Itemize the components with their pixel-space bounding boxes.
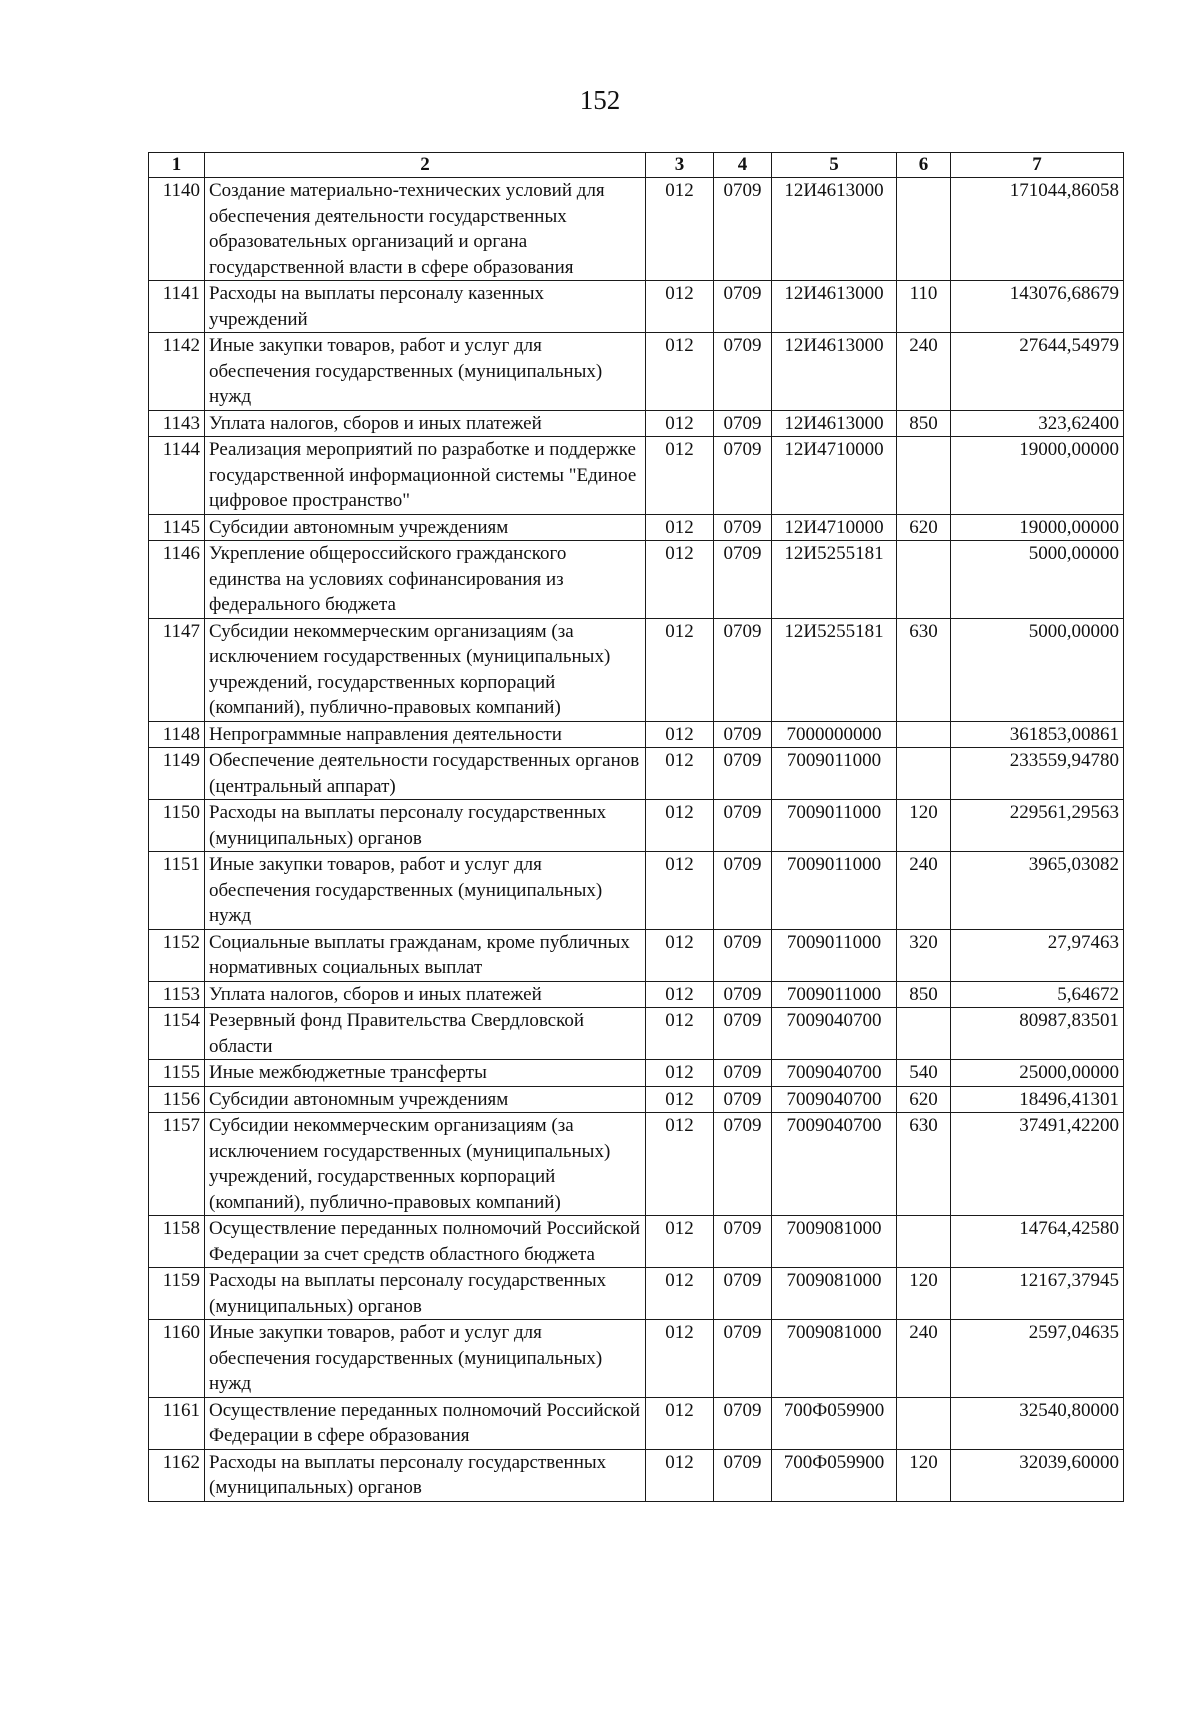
- row-sum: 37491,42200: [951, 1113, 1124, 1216]
- column-header: 3: [646, 153, 714, 178]
- row-code-3: 012: [646, 1113, 714, 1216]
- row-name: Расходы на выплаты персоналу государственных (муниципальных) органов: [205, 1268, 646, 1320]
- budget-table: [148, 152, 1124, 1502]
- row-sum: 80987,83501: [951, 1008, 1124, 1060]
- row-code-6: 630: [897, 1113, 951, 1216]
- row-number: 1151: [149, 852, 205, 930]
- table-row: [149, 178, 1124, 281]
- row-code-6: 110: [897, 281, 951, 333]
- row-code-4: 0709: [714, 178, 772, 281]
- row-code-4: 0709: [714, 541, 772, 619]
- row-code-5: 12И4710000: [772, 514, 897, 541]
- row-code-5: 12И4710000: [772, 437, 897, 515]
- row-code-6: [897, 1008, 951, 1060]
- table-row: [149, 410, 1124, 437]
- row-code-3: 012: [646, 281, 714, 333]
- row-code-6: 850: [897, 981, 951, 1008]
- row-code-4: 0709: [714, 721, 772, 748]
- row-name: Расходы на выплаты персоналу казенных учреждений: [205, 281, 646, 333]
- row-code-5: 7009011000: [772, 852, 897, 930]
- row-name: Обеспечение деятельности государственных органов (центральный аппарат): [205, 748, 646, 800]
- row-name: Социальные выплаты гражданам, кроме публичных нормативных социальных выплат: [205, 929, 646, 981]
- row-code-4: 0709: [714, 1060, 772, 1087]
- row-code-3: 012: [646, 618, 714, 721]
- row-code-4: 0709: [714, 852, 772, 930]
- row-code-6: 620: [897, 514, 951, 541]
- row-code-6: 120: [897, 1449, 951, 1501]
- table-row: [149, 1397, 1124, 1449]
- table-body: [149, 178, 1124, 1502]
- row-sum: 361853,00861: [951, 721, 1124, 748]
- table-row: [149, 800, 1124, 852]
- row-name: Создание материально-технических условий для обеспечения деятельности государственных образовательных организаций и органа государственной власти в сфере образования: [205, 178, 646, 281]
- row-code-4: 0709: [714, 1216, 772, 1268]
- table-row: [149, 1113, 1124, 1216]
- row-code-4: 0709: [714, 981, 772, 1008]
- row-code-3: 012: [646, 748, 714, 800]
- row-code-6: [897, 748, 951, 800]
- table-row: [149, 437, 1124, 515]
- table-row: [149, 981, 1124, 1008]
- row-name: Иные закупки товаров, работ и услуг для обеспечения государственных (муниципальных) нужд: [205, 333, 646, 411]
- row-name: Расходы на выплаты персоналу государственных (муниципальных) органов: [205, 1449, 646, 1501]
- row-code-5: 7009081000: [772, 1268, 897, 1320]
- row-code-4: 0709: [714, 333, 772, 411]
- row-code-5: 12И4613000: [772, 333, 897, 411]
- row-number: 1154: [149, 1008, 205, 1060]
- row-name: Субсидии некоммерческим организациям (за исключением государственных (муниципальных) учреждений, государственных корпораций (компаний), публично-правовых компаний): [205, 618, 646, 721]
- row-code-6: 320: [897, 929, 951, 981]
- row-name: Субсидии автономным учреждениям: [205, 514, 646, 541]
- column-header: 6: [897, 153, 951, 178]
- table-row: [149, 514, 1124, 541]
- row-code-4: 0709: [714, 929, 772, 981]
- row-sum: 14764,42580: [951, 1216, 1124, 1268]
- row-code-3: 012: [646, 1216, 714, 1268]
- row-code-3: 012: [646, 852, 714, 930]
- table-row: [149, 541, 1124, 619]
- row-code-5: 7009040700: [772, 1008, 897, 1060]
- row-sum: 5000,00000: [951, 541, 1124, 619]
- row-code-4: 0709: [714, 618, 772, 721]
- table-row: [149, 1060, 1124, 1087]
- row-sum: 12167,37945: [951, 1268, 1124, 1320]
- row-number: 1143: [149, 410, 205, 437]
- table-row: [149, 1086, 1124, 1113]
- row-code-6: 620: [897, 1086, 951, 1113]
- row-code-4: 0709: [714, 514, 772, 541]
- row-code-6: [897, 1216, 951, 1268]
- row-code-4: 0709: [714, 281, 772, 333]
- row-number: 1153: [149, 981, 205, 1008]
- row-code-6: 850: [897, 410, 951, 437]
- table-row: [149, 852, 1124, 930]
- row-code-5: 7000000000: [772, 721, 897, 748]
- row-name: Субсидии некоммерческим организациям (за исключением государственных (муниципальных) учреждений, государственных корпораций (компаний), публично-правовых компаний): [205, 1113, 646, 1216]
- row-code-3: 012: [646, 1397, 714, 1449]
- row-name: Непрограммные направления деятельности: [205, 721, 646, 748]
- row-code-3: 012: [646, 800, 714, 852]
- row-code-3: 012: [646, 333, 714, 411]
- column-header: 2: [205, 153, 646, 178]
- row-code-5: 7009081000: [772, 1320, 897, 1398]
- row-number: 1149: [149, 748, 205, 800]
- row-code-5: 12И5255181: [772, 541, 897, 619]
- row-number: 1142: [149, 333, 205, 411]
- row-sum: 5,64672: [951, 981, 1124, 1008]
- row-code-5: 12И4613000: [772, 410, 897, 437]
- column-header: 5: [772, 153, 897, 178]
- row-code-6: [897, 1397, 951, 1449]
- row-code-4: 0709: [714, 437, 772, 515]
- row-code-5: 7009011000: [772, 929, 897, 981]
- row-sum: 19000,00000: [951, 437, 1124, 515]
- row-name: Укрепление общероссийского гражданского единства на условиях софинансирования из федерального бюджета: [205, 541, 646, 619]
- row-code-5: 12И4613000: [772, 178, 897, 281]
- page-number: 152: [579, 85, 621, 115]
- row-code-4: 0709: [714, 748, 772, 800]
- row-name: Осуществление переданных полномочий Российской Федерации за счет средств областного бюджета: [205, 1216, 646, 1268]
- row-sum: 27644,54979: [951, 333, 1124, 411]
- row-sum: 18496,41301: [951, 1086, 1124, 1113]
- row-code-5: 7009011000: [772, 748, 897, 800]
- row-code-5: 7009040700: [772, 1113, 897, 1216]
- row-number: 1158: [149, 1216, 205, 1268]
- row-name: Уплата налогов, сборов и иных платежей: [205, 410, 646, 437]
- row-code-3: 012: [646, 1268, 714, 1320]
- row-number: 1144: [149, 437, 205, 515]
- row-code-6: [897, 178, 951, 281]
- table-row: [149, 1268, 1124, 1320]
- row-code-5: 7009081000: [772, 1216, 897, 1268]
- row-number: 1150: [149, 800, 205, 852]
- row-sum: 5000,00000: [951, 618, 1124, 721]
- row-name: Иные закупки товаров, работ и услуг для обеспечения государственных (муниципальных) нужд: [205, 852, 646, 930]
- row-name: Расходы на выплаты персоналу государственных (муниципальных) органов: [205, 800, 646, 852]
- row-code-3: 012: [646, 514, 714, 541]
- row-code-6: 540: [897, 1060, 951, 1087]
- row-number: 1145: [149, 514, 205, 541]
- row-code-3: 012: [646, 1086, 714, 1113]
- row-name: Уплата налогов, сборов и иных платежей: [205, 981, 646, 1008]
- row-sum: 19000,00000: [951, 514, 1124, 541]
- row-number: 1140: [149, 178, 205, 281]
- row-sum: 32039,60000: [951, 1449, 1124, 1501]
- column-header: 4: [714, 153, 772, 178]
- table-row: [149, 748, 1124, 800]
- row-code-3: 012: [646, 981, 714, 1008]
- row-number: 1147: [149, 618, 205, 721]
- table-row: [149, 1320, 1124, 1398]
- row-sum: 143076,68679: [951, 281, 1124, 333]
- row-code-6: [897, 721, 951, 748]
- row-code-3: 012: [646, 1449, 714, 1501]
- row-code-4: 0709: [714, 800, 772, 852]
- row-code-5: 700Ф059900: [772, 1449, 897, 1501]
- row-code-3: 012: [646, 929, 714, 981]
- row-code-6: 240: [897, 1320, 951, 1398]
- row-sum: 229561,29563: [951, 800, 1124, 852]
- row-number: 1156: [149, 1086, 205, 1113]
- row-code-3: 012: [646, 1060, 714, 1087]
- row-code-4: 0709: [714, 1449, 772, 1501]
- row-number: 1148: [149, 721, 205, 748]
- table-row: [149, 721, 1124, 748]
- row-name: Иные закупки товаров, работ и услуг для обеспечения государственных (муниципальных) нужд: [205, 1320, 646, 1398]
- row-code-4: 0709: [714, 1397, 772, 1449]
- table-row: [149, 333, 1124, 411]
- row-code-6: 240: [897, 333, 951, 411]
- row-code-3: 012: [646, 437, 714, 515]
- column-header: 1: [149, 153, 205, 178]
- table-row: [149, 1449, 1124, 1501]
- row-sum: 323,62400: [951, 410, 1124, 437]
- row-code-5: 700Ф059900: [772, 1397, 897, 1449]
- row-sum: 32540,80000: [951, 1397, 1124, 1449]
- row-number: 1141: [149, 281, 205, 333]
- row-code-5: 12И4613000: [772, 281, 897, 333]
- row-sum: 171044,86058: [951, 178, 1124, 281]
- row-sum: 3965,03082: [951, 852, 1124, 930]
- row-number: 1161: [149, 1397, 205, 1449]
- row-name: Резервный фонд Правительства Свердловской области: [205, 1008, 646, 1060]
- row-code-3: 012: [646, 1008, 714, 1060]
- row-code-4: 0709: [714, 1113, 772, 1216]
- row-number: 1152: [149, 929, 205, 981]
- row-code-6: 120: [897, 800, 951, 852]
- row-code-5: 7009011000: [772, 981, 897, 1008]
- row-code-5: 7009040700: [772, 1086, 897, 1113]
- row-code-4: 0709: [714, 410, 772, 437]
- row-code-3: 012: [646, 721, 714, 748]
- row-name: Иные межбюджетные трансферты: [205, 1060, 646, 1087]
- table-header-row: [149, 153, 1124, 178]
- table-row: [149, 618, 1124, 721]
- row-code-3: 012: [646, 410, 714, 437]
- row-number: 1160: [149, 1320, 205, 1398]
- row-code-3: 012: [646, 1320, 714, 1398]
- row-number: 1159: [149, 1268, 205, 1320]
- row-number: 1146: [149, 541, 205, 619]
- row-name: Осуществление переданных полномочий Российской Федерации в сфере образования: [205, 1397, 646, 1449]
- row-sum: 233559,94780: [951, 748, 1124, 800]
- row-code-6: [897, 541, 951, 619]
- row-code-5: 7009040700: [772, 1060, 897, 1087]
- row-code-4: 0709: [714, 1008, 772, 1060]
- row-number: 1162: [149, 1449, 205, 1501]
- row-name: Реализация мероприятий по разработке и поддержке государственной информационной системы "Единое цифровое пространство": [205, 437, 646, 515]
- row-sum: 25000,00000: [951, 1060, 1124, 1087]
- row-code-4: 0709: [714, 1086, 772, 1113]
- row-code-3: 012: [646, 541, 714, 619]
- row-number: 1155: [149, 1060, 205, 1087]
- row-code-6: 630: [897, 618, 951, 721]
- row-code-4: 0709: [714, 1320, 772, 1398]
- row-code-6: 120: [897, 1268, 951, 1320]
- row-name: Субсидии автономным учреждениям: [205, 1086, 646, 1113]
- row-code-5: 12И5255181: [772, 618, 897, 721]
- row-code-5: 7009011000: [772, 800, 897, 852]
- table-row: [149, 1008, 1124, 1060]
- table-row: [149, 929, 1124, 981]
- row-sum: 27,97463: [951, 929, 1124, 981]
- row-code-6: 240: [897, 852, 951, 930]
- row-code-6: [897, 437, 951, 515]
- row-code-4: 0709: [714, 1268, 772, 1320]
- table-row: [149, 1216, 1124, 1268]
- column-header: 7: [951, 153, 1124, 178]
- row-code-3: 012: [646, 178, 714, 281]
- row-number: 1157: [149, 1113, 205, 1216]
- table-row: [149, 281, 1124, 333]
- row-sum: 2597,04635: [951, 1320, 1124, 1398]
